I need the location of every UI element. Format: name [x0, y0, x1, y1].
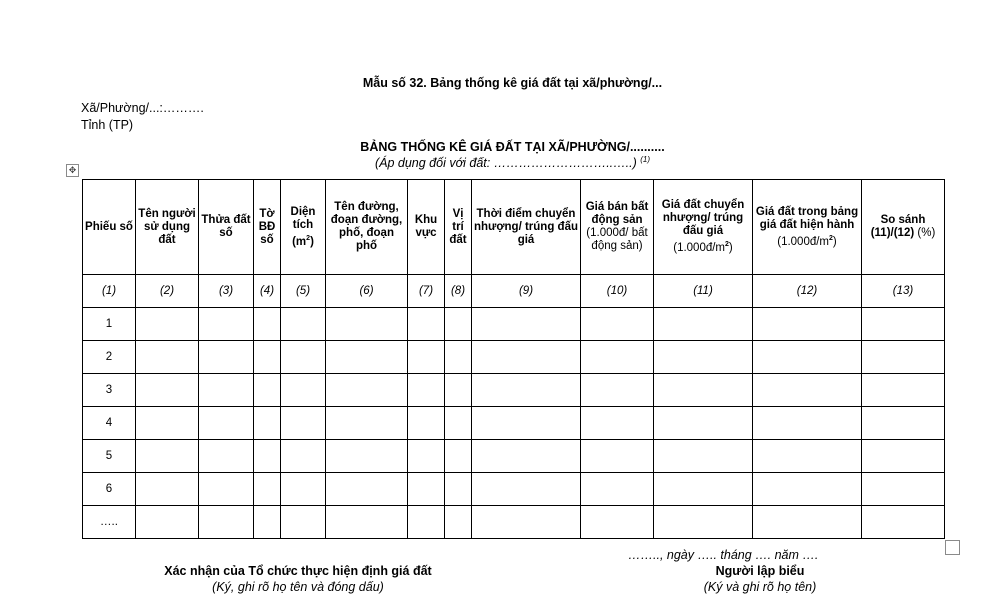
date-line: …….., ngày ….. tháng …. năm ….	[628, 548, 819, 562]
empty-cell[interactable]	[326, 473, 408, 506]
column-header-sup: 2	[725, 241, 729, 249]
column-number-cell: (4)	[254, 275, 281, 308]
empty-cell[interactable]	[654, 440, 753, 473]
empty-cell[interactable]	[862, 506, 945, 539]
column-number-cell: (1)	[83, 275, 136, 308]
empty-cell[interactable]	[472, 374, 581, 407]
column-number-cell: (7)	[408, 275, 445, 308]
main-title: BẢNG THỐNG KÊ GIÁ ĐẤT TẠI XÃ/PHƯỜNG/..........	[360, 140, 665, 154]
empty-cell[interactable]	[862, 407, 945, 440]
empty-cell[interactable]	[445, 440, 472, 473]
table-row	[83, 473, 945, 506]
empty-cell[interactable]	[654, 473, 753, 506]
column-header-unit: (1.000đ/m	[673, 241, 726, 254]
empty-cell[interactable]	[136, 473, 199, 506]
empty-cell[interactable]	[753, 374, 862, 407]
table-row	[83, 440, 945, 473]
column-header-unit: (1.000đ/m	[777, 235, 830, 248]
empty-cell[interactable]	[281, 341, 326, 374]
column-number-cell: (9)	[472, 275, 581, 308]
empty-cell[interactable]	[862, 374, 945, 407]
confirmation-title: Xác nhận của Tổ chức thực hiện định giá đất	[164, 564, 432, 578]
empty-cell[interactable]	[654, 407, 753, 440]
empty-cell[interactable]	[581, 440, 654, 473]
column-header-9	[472, 180, 581, 275]
column-number-cell: (11)	[654, 275, 753, 308]
empty-cell[interactable]	[472, 440, 581, 473]
empty-cell[interactable]	[862, 341, 945, 374]
subtitle-text: (Áp dụng đối với đất: ………………………..…..)	[374, 156, 637, 171]
column-header-label: Vị trí đất	[449, 207, 467, 246]
subtitle-footnote: (1)	[640, 155, 651, 164]
column-number-cell: (13)	[862, 275, 945, 308]
column-header-7	[408, 180, 445, 275]
empty-cell[interactable]	[408, 308, 445, 341]
column-header-label: Giá đất trong bảng giá đất hiện hành	[755, 205, 859, 231]
empty-cell[interactable]	[326, 506, 408, 539]
empty-cell[interactable]	[753, 308, 862, 341]
column-header-label: Diện tích (m	[290, 205, 316, 248]
empty-cell[interactable]	[281, 440, 326, 473]
column-header-8	[445, 180, 472, 275]
table-move-handle-icon[interactable]: ✥	[66, 164, 79, 177]
empty-cell[interactable]	[753, 407, 862, 440]
column-header-label: Giá đất chuyển nhượng/ trúng đấu giá	[661, 199, 745, 238]
column-header-label: Tờ BĐ số	[258, 207, 276, 246]
empty-cell[interactable]	[199, 440, 254, 473]
row-number-cell: 5	[83, 440, 136, 473]
table-row	[83, 308, 945, 341]
empty-cell[interactable]	[199, 473, 254, 506]
empty-cell[interactable]	[254, 440, 281, 473]
empty-cell[interactable]	[326, 407, 408, 440]
empty-cell[interactable]	[281, 407, 326, 440]
empty-cell[interactable]	[408, 440, 445, 473]
column-number-cell: (10)	[581, 275, 654, 308]
column-header-label: Phiếu số	[85, 220, 133, 233]
empty-cell[interactable]	[281, 473, 326, 506]
table-row	[83, 341, 945, 374]
confirmation-note: (Ký, ghi rõ họ tên và đóng dấu)	[212, 580, 384, 594]
empty-cell[interactable]	[326, 440, 408, 473]
column-header-1	[83, 180, 136, 275]
empty-cell[interactable]	[445, 407, 472, 440]
empty-cell[interactable]	[281, 374, 326, 407]
empty-cell[interactable]	[136, 506, 199, 539]
empty-cell[interactable]	[753, 440, 862, 473]
empty-cell[interactable]	[136, 440, 199, 473]
column-number-row	[83, 275, 945, 308]
empty-cell[interactable]	[753, 341, 862, 374]
column-header-label: Khu vực	[414, 214, 438, 239]
column-header-4	[254, 180, 281, 275]
row-number-cell: 6	[83, 473, 136, 506]
column-header-11	[654, 180, 753, 275]
preparer-note: (Ký và ghi rõ họ tên)	[703, 580, 817, 594]
column-header-label: Giá bán bất động sản	[585, 201, 649, 226]
column-header-label: Tên đường, đoạn đường, phố, đoạn phố	[330, 201, 403, 252]
empty-cell[interactable]	[254, 308, 281, 341]
price-statistics-table	[82, 179, 945, 539]
preparer-title: Người lập biểu	[715, 564, 805, 578]
empty-cell[interactable]	[472, 341, 581, 374]
row-number-cell: …..	[83, 506, 136, 539]
empty-cell[interactable]	[472, 473, 581, 506]
column-header-label: Tên người sử dụng đất	[138, 207, 196, 246]
empty-cell[interactable]	[199, 374, 254, 407]
empty-cell[interactable]	[581, 506, 654, 539]
empty-cell[interactable]	[281, 506, 326, 539]
column-number-cell: (5)	[281, 275, 326, 308]
form-title: Mẫu số 32. Bảng thống kê giá đất tại xã/phường/...	[362, 76, 663, 90]
empty-cell[interactable]	[254, 473, 281, 506]
column-header-suffix: )	[832, 235, 837, 248]
empty-cell[interactable]	[581, 473, 654, 506]
row-number-cell: 2	[83, 341, 136, 374]
subtitle	[0, 155, 999, 170]
empty-cell[interactable]	[581, 374, 654, 407]
empty-cell[interactable]	[445, 374, 472, 407]
empty-cell[interactable]	[199, 341, 254, 374]
province-line: Tỉnh (TP)	[81, 118, 134, 132]
empty-cell[interactable]	[654, 374, 753, 407]
row-number-cell: 1	[83, 308, 136, 341]
empty-cell[interactable]	[254, 374, 281, 407]
empty-cell[interactable]	[445, 506, 472, 539]
empty-cell[interactable]	[445, 473, 472, 506]
column-number-cell: (2)	[136, 275, 199, 308]
column-header-6	[326, 180, 408, 275]
column-header-13	[862, 180, 945, 275]
column-header-3	[199, 180, 254, 275]
column-header-sup: 2	[306, 234, 311, 242]
column-header-10	[581, 180, 654, 275]
empty-cell[interactable]	[408, 506, 445, 539]
empty-cell[interactable]	[581, 407, 654, 440]
empty-cell[interactable]	[281, 308, 326, 341]
empty-cell[interactable]	[581, 341, 654, 374]
empty-cell[interactable]	[654, 506, 753, 539]
row-number-cell: 4	[83, 407, 136, 440]
empty-cell[interactable]	[254, 407, 281, 440]
table-row	[83, 374, 945, 407]
empty-cell[interactable]	[654, 308, 753, 341]
column-header-unit: (%)	[917, 227, 936, 239]
empty-cell[interactable]	[408, 473, 445, 506]
empty-cell[interactable]	[136, 308, 199, 341]
empty-cell[interactable]	[472, 407, 581, 440]
empty-cell[interactable]	[581, 308, 654, 341]
empty-cell[interactable]	[408, 341, 445, 374]
empty-cell[interactable]	[862, 440, 945, 473]
empty-cell[interactable]	[199, 506, 254, 539]
table-row	[83, 506, 945, 539]
column-header-sup: 2	[829, 234, 833, 242]
column-header-unit: (1.000đ/ bất động sản)	[586, 227, 648, 252]
column-header-12	[753, 180, 862, 275]
empty-cell[interactable]	[408, 407, 445, 440]
empty-cell[interactable]	[326, 341, 408, 374]
header-row	[83, 180, 945, 275]
empty-cell[interactable]	[862, 308, 945, 341]
empty-cell[interactable]	[254, 506, 281, 539]
column-header-label: Thời điểm chuyển nhượng/ trúng đấu giá	[473, 207, 578, 246]
empty-cell[interactable]	[326, 308, 408, 341]
empty-cell[interactable]	[753, 473, 862, 506]
column-number-cell: (3)	[199, 275, 254, 308]
column-header-suffix: )	[728, 241, 733, 254]
empty-cell[interactable]	[136, 341, 199, 374]
column-header-suffix: )	[310, 235, 314, 248]
column-header-label: So sánh (11)/(12)	[870, 214, 926, 239]
column-header-label: Thửa đất số	[201, 214, 251, 239]
column-number-cell: (6)	[326, 275, 408, 308]
table-resize-handle-icon[interactable]	[945, 540, 960, 555]
empty-cell[interactable]	[199, 308, 254, 341]
column-number-cell: (8)	[445, 275, 472, 308]
empty-cell[interactable]	[326, 374, 408, 407]
empty-cell[interactable]	[445, 308, 472, 341]
empty-cell[interactable]	[408, 374, 445, 407]
empty-cell[interactable]	[654, 341, 753, 374]
empty-cell[interactable]	[445, 341, 472, 374]
row-number-cell: 3	[83, 374, 136, 407]
table-row	[83, 407, 945, 440]
empty-cell[interactable]	[136, 374, 199, 407]
commune-line: Xã/Phường/...:……….	[81, 101, 204, 115]
empty-cell[interactable]	[254, 341, 281, 374]
column-number-cell: (12)	[753, 275, 862, 308]
column-header-5	[281, 180, 326, 275]
empty-cell[interactable]	[862, 473, 945, 506]
empty-cell[interactable]	[472, 308, 581, 341]
empty-cell[interactable]	[199, 407, 254, 440]
empty-cell[interactable]	[472, 506, 581, 539]
column-header-2	[136, 180, 199, 275]
empty-cell[interactable]	[753, 506, 862, 539]
empty-cell[interactable]	[136, 407, 199, 440]
